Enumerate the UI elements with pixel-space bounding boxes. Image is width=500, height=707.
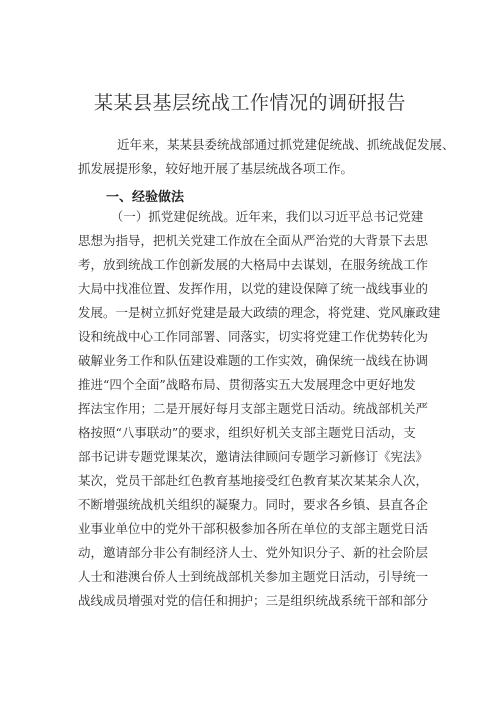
text-line: 部书记讲专题党课某次，邀请法律顾问专题学习新修订《宪法》 (78, 449, 429, 464)
text-line: （一）抓党建促统战。近年来，我们以习近平总书记党建 (92, 209, 424, 224)
text-line: 抓发展提形象，较好地开展了基层统战各项工作。 (78, 161, 354, 176)
text-line: 动，邀请部分非公有制经济人士、党外知识分子、新的社会阶层 (78, 545, 429, 560)
text-line: 考，放到统战工作创新发展的大格局中去谋划，在服务统战工作 (78, 257, 429, 272)
text-line: 战线成员增强对党的信任和拥护；三是组织统战系统干部和部分 (78, 593, 429, 608)
intro-paragraph (78, 133, 462, 181)
text-line: 业事业单位中的党外干部积极参加各所在单位的支部主题党日活 (78, 521, 429, 536)
text-line: 某次，党员干部赴红色教育基地接受红色教育某次某某余人次， (78, 473, 429, 488)
document-title: 某某县基层统战工作情况的调研报告 (93, 92, 406, 114)
text-line: 破解业务工作和队伍建设难题的工作实效，确保统一战线在协调 (78, 353, 429, 368)
text-line: 大局中找准位置、发挥作用，以党的建设保障了统一战线事业的 (78, 281, 429, 296)
text-line: 挥法宝作用；二是开展好每月支部主题党日活动。统战部机关严 (78, 401, 429, 416)
text-line: 不断增强统战机关组织的凝聚力。同时，要求各乡镇、县直各企 (78, 497, 429, 512)
body-paragraph (78, 205, 462, 613)
text-line: 格按照“八事联动”的要求，组织好机关支部主题党日活动，支 (78, 425, 416, 440)
text-line: 人士和港澳台侨人士到统战部机关参加主题党日活动，引导统一 (78, 569, 429, 584)
text-line: 推进“四个全面”战略布局、贯彻落实五大发展理念中更好地发 (78, 377, 416, 392)
text-line: 思想为指导，把机关党建工作放在全面从严治党的大背景下去思 (78, 233, 429, 248)
text-line: 设和统战中心工作同部署、同落实，切实将党建工作优势转化为 (78, 329, 429, 344)
section-heading: 一、经验做法 (106, 190, 185, 205)
text-line: 近年来，某某县委统战部通过抓党建促统战、抓统战促发展、 (92, 137, 455, 152)
text-line: 发展。一是树立抓好党建是最大政绩的理念，将党建、党风廉政建 (78, 305, 441, 320)
